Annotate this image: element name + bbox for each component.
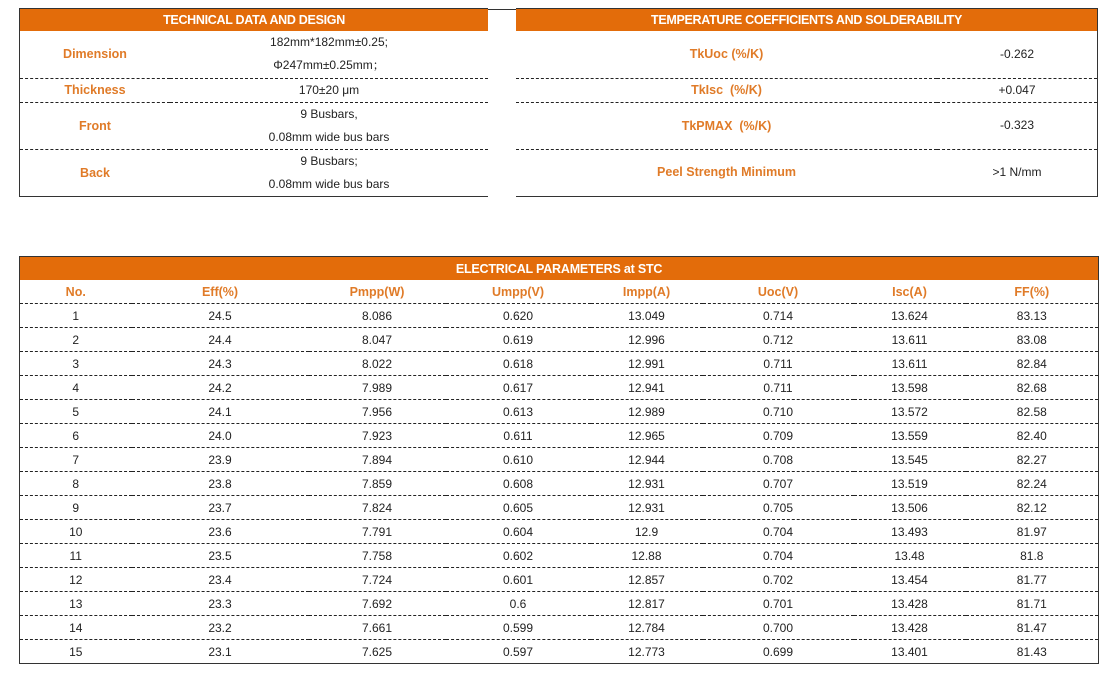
cell-isc: 13.48 <box>854 544 966 568</box>
cell-impp: 12.773 <box>628 644 665 659</box>
tkisc-value: +0.047 <box>937 78 1097 102</box>
cell-ff: 82.24 <box>966 472 1099 496</box>
cell-pmpp: 7.859 <box>309 472 446 496</box>
cell-isc: 13.545 <box>854 448 966 472</box>
cell-impp: 12.989 <box>591 400 703 424</box>
cell-uoc: 0.711 <box>703 352 854 376</box>
thickness-label: Thickness <box>20 78 170 102</box>
cell-umpp: 0.602 <box>446 544 591 568</box>
cell-isc: 13.428 <box>854 616 966 640</box>
cell-eff: 23.7 <box>132 496 309 520</box>
cell-pmpp: 7.661 <box>309 616 446 640</box>
cell-no: 8 <box>20 472 132 496</box>
back-value-line-2: 0.08mm wide bus bars <box>268 176 390 191</box>
dimension-value <box>170 31 488 78</box>
cell-umpp: 0.617 <box>446 376 591 400</box>
cell-impp: 12.784 <box>591 616 703 640</box>
cell-eff: 23.2 <box>132 616 309 640</box>
cell-ff: 81.47 <box>966 616 1099 640</box>
panel-gap <box>488 8 516 198</box>
table-row <box>20 304 1099 328</box>
table-row <box>20 640 1099 664</box>
cell-isc: 13.611 <box>854 352 966 376</box>
cell-isc: 13.493 <box>854 520 966 544</box>
cell-ff: 81.77 <box>966 568 1099 592</box>
cell-umpp: 0.605 <box>446 496 591 520</box>
table-row <box>20 592 1099 616</box>
cell-ff: 81.71 <box>966 592 1099 616</box>
cell-eff: 24.4 <box>132 328 309 352</box>
front-value <box>170 102 488 149</box>
front-label: Front <box>20 102 170 149</box>
cell-uoc: 0.701 <box>703 592 854 616</box>
cell-umpp: 0.608 <box>446 472 591 496</box>
cell-no: 6 <box>20 424 132 448</box>
cell-pmpp: 8.086 <box>309 304 446 328</box>
cell-impp: 12.944 <box>591 448 703 472</box>
column-header-isc: Isc(A) <box>854 280 966 304</box>
table-row <box>20 568 1099 592</box>
tkpmax-value: -0.323 <box>937 102 1097 149</box>
cell-pmpp: 7.758 <box>309 544 446 568</box>
cell-impp: 12.817 <box>591 592 703 616</box>
cell-umpp: 0.601 <box>446 568 591 592</box>
column-header-no: No. <box>20 280 132 304</box>
cell-no: 14 <box>20 616 132 640</box>
column-header-eff: Eff(%) <box>132 280 309 304</box>
cell-ff: 82.12 <box>966 496 1099 520</box>
cell-no: 12 <box>20 568 132 592</box>
column-header-umpp: Umpp(V) <box>446 280 591 304</box>
cell-pmpp: 7.791 <box>309 520 446 544</box>
cell-uoc: 0.707 <box>703 472 854 496</box>
tkpmax-label: TkPMAX (%/K) <box>516 102 937 149</box>
cell-ff: 82.84 <box>966 352 1099 376</box>
cell-pmpp: 7.824 <box>309 496 446 520</box>
cell-no: 2 <box>20 328 132 352</box>
front-value-line-1: 9 Busbars, <box>300 106 358 121</box>
cell-umpp: 0.604 <box>446 520 591 544</box>
cell-pmpp: 8.047 <box>309 328 446 352</box>
cell-no: 1 <box>20 304 132 328</box>
cell-pmpp: 7.956 <box>309 400 446 424</box>
technical-data-table <box>20 9 488 196</box>
cell-uoc: 0.711 <box>703 376 854 400</box>
tkisc-label: TkIsc (%/K) <box>516 78 937 102</box>
cell-pmpp: 7.894 <box>309 448 446 472</box>
thickness-value: 170±20 μm <box>170 78 488 102</box>
cell-impp: 12.931 <box>591 472 703 496</box>
cell-isc: 13.454 <box>854 568 966 592</box>
cell-eff: 24.3 <box>132 352 309 376</box>
cell-pmpp: 7.724 <box>309 568 446 592</box>
cell-ff: 82.40 <box>966 424 1099 448</box>
table-row <box>20 400 1099 424</box>
cell-isc: 13.611 <box>854 328 966 352</box>
cell-uoc: 0.702 <box>703 568 854 592</box>
cell-no: 15 <box>69 644 83 659</box>
table-row <box>20 448 1099 472</box>
table-row <box>20 328 1099 352</box>
cell-eff: 24.2 <box>132 376 309 400</box>
temperature-coefficients-table <box>516 9 1097 195</box>
cell-eff: 24.5 <box>132 304 309 328</box>
cell-isc: 13.519 <box>854 472 966 496</box>
back-label: Back <box>80 165 110 180</box>
cell-eff: 23.9 <box>132 448 309 472</box>
table-row <box>20 616 1099 640</box>
cell-eff: 23.6 <box>132 520 309 544</box>
cell-ff: 83.08 <box>966 328 1099 352</box>
cell-ff: 81.97 <box>966 520 1099 544</box>
electrical-parameters-title: ELECTRICAL PARAMETERS at STC <box>20 257 1099 281</box>
cell-eff: 24.0 <box>132 424 309 448</box>
cell-umpp: 0.610 <box>446 448 591 472</box>
peel-strength-value: >1 N/mm <box>992 164 1042 179</box>
cell-umpp: 0.613 <box>446 400 591 424</box>
cell-umpp: 0.597 <box>502 644 534 659</box>
table-row <box>20 376 1099 400</box>
cell-uoc: 0.699 <box>762 644 794 659</box>
cell-ff: 82.68 <box>966 376 1099 400</box>
technical-specs-panel <box>19 8 1098 197</box>
cell-eff: 23.3 <box>132 592 309 616</box>
table-row <box>20 544 1099 568</box>
cell-impp: 12.931 <box>591 496 703 520</box>
front-value-line-2: 0.08mm wide bus bars <box>268 129 390 144</box>
cell-isc: 13.506 <box>854 496 966 520</box>
cell-impp: 12.965 <box>591 424 703 448</box>
tkuoc-value: -0.262 <box>937 31 1097 78</box>
cell-uoc: 0.708 <box>703 448 854 472</box>
back-value-line-1: 9 Busbars; <box>300 153 358 168</box>
cell-impp: 12.991 <box>591 352 703 376</box>
cell-no: 10 <box>20 520 132 544</box>
column-header-pmpp: Pmpp(W) <box>309 280 446 304</box>
cell-no: 13 <box>20 592 132 616</box>
cell-no: 9 <box>20 496 132 520</box>
cell-isc: 13.428 <box>854 592 966 616</box>
cell-pmpp: 7.692 <box>309 592 446 616</box>
technical-data-title: TECHNICAL DATA AND DESIGN <box>20 9 488 31</box>
cell-uoc: 0.712 <box>703 328 854 352</box>
cell-pmpp: 8.022 <box>309 352 446 376</box>
table-row <box>20 424 1099 448</box>
cell-impp: 12.9 <box>591 520 703 544</box>
cell-eff: 23.8 <box>132 472 309 496</box>
cell-umpp: 0.620 <box>446 304 591 328</box>
cell-eff: 23.4 <box>132 568 309 592</box>
cell-ff: 83.13 <box>966 304 1099 328</box>
cell-no: 3 <box>20 352 132 376</box>
cell-umpp: 0.618 <box>446 352 591 376</box>
cell-umpp: 0.619 <box>446 328 591 352</box>
table-row <box>20 472 1099 496</box>
electrical-parameters-body <box>20 304 1099 664</box>
cell-uoc: 0.704 <box>703 544 854 568</box>
cell-ff: 82.58 <box>966 400 1099 424</box>
cell-umpp: 0.6 <box>446 592 591 616</box>
dimension-label: Dimension <box>20 31 170 78</box>
cell-isc: 13.401 <box>891 644 928 659</box>
electrical-parameters-table <box>19 256 1099 664</box>
cell-impp: 13.049 <box>591 304 703 328</box>
cell-uoc: 0.714 <box>703 304 854 328</box>
cell-pmpp: 7.989 <box>309 376 446 400</box>
cell-ff: 82.27 <box>966 448 1099 472</box>
column-header-row <box>20 280 1099 304</box>
cell-isc: 13.598 <box>854 376 966 400</box>
cell-uoc: 0.710 <box>703 400 854 424</box>
table-row <box>20 352 1099 376</box>
cell-impp: 12.88 <box>591 544 703 568</box>
cell-pmpp: 7.625 <box>361 644 393 659</box>
cell-no: 5 <box>20 400 132 424</box>
peel-strength-label: Peel Strength Minimum <box>657 165 796 180</box>
dimension-value-line-2: Φ247mm±0.25mm； <box>273 58 385 73</box>
table-row <box>20 520 1099 544</box>
cell-no: 11 <box>20 544 132 568</box>
cell-pmpp: 7.923 <box>309 424 446 448</box>
cell-isc: 13.559 <box>854 424 966 448</box>
cell-uoc: 0.700 <box>703 616 854 640</box>
cell-impp: 12.996 <box>591 328 703 352</box>
column-header-uoc: Uoc(V) <box>703 280 854 304</box>
cell-impp: 12.941 <box>591 376 703 400</box>
cell-isc: 13.624 <box>854 304 966 328</box>
cell-ff: 81.8 <box>966 544 1099 568</box>
cell-eff: 24.1 <box>132 400 309 424</box>
column-header-impp: Impp(A) <box>591 280 703 304</box>
cell-impp: 12.857 <box>591 568 703 592</box>
cell-umpp: 0.599 <box>446 616 591 640</box>
cell-eff: 23.5 <box>132 544 309 568</box>
cell-no: 4 <box>20 376 132 400</box>
column-header-ff: FF(%) <box>966 280 1099 304</box>
cell-umpp: 0.611 <box>446 424 591 448</box>
temperature-coefficients-title: TEMPERATURE COEFFICIENTS AND SOLDERABILITY <box>516 9 1097 31</box>
cell-no: 7 <box>20 448 132 472</box>
table-row <box>20 496 1099 520</box>
tkuoc-label: TkUoc (%/K) <box>516 31 937 78</box>
cell-ff: 81.43 <box>1016 644 1047 659</box>
back-value <box>170 149 488 196</box>
cell-uoc: 0.704 <box>703 520 854 544</box>
dimension-value-line-1: 182mm*182mm±0.25; <box>270 35 388 50</box>
cell-uoc: 0.709 <box>703 424 854 448</box>
cell-uoc: 0.705 <box>703 496 854 520</box>
cell-eff: 23.1 <box>208 644 232 659</box>
cell-isc: 13.572 <box>854 400 966 424</box>
